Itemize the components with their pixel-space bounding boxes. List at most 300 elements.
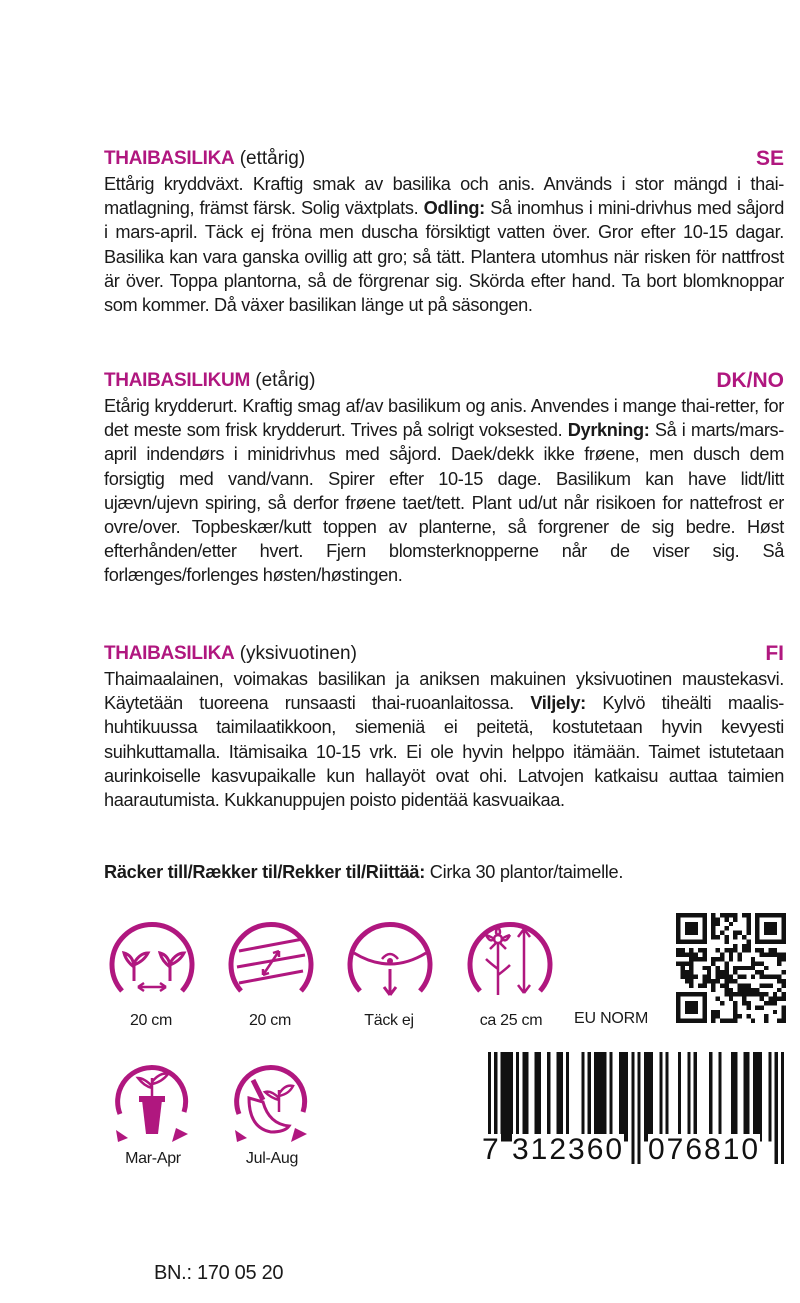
qr-module xyxy=(738,953,742,957)
section-title: THAIBASILIKA xyxy=(104,643,235,664)
qr-module xyxy=(738,931,742,935)
qr-module xyxy=(738,957,742,961)
qr-module xyxy=(742,983,746,987)
qr-module xyxy=(742,966,746,970)
qr-module xyxy=(685,975,689,979)
qr-module xyxy=(760,953,764,957)
barcode-bar xyxy=(566,1052,569,1142)
sowing-label: Mar-Apr xyxy=(125,1150,181,1167)
qr-module xyxy=(716,948,720,952)
qr-module xyxy=(773,1001,777,1005)
barcode-bar xyxy=(557,1052,560,1142)
qr-module xyxy=(768,1001,772,1005)
qr-module xyxy=(685,961,689,965)
qr-module xyxy=(711,983,715,987)
qr-module xyxy=(751,957,755,961)
qr-module xyxy=(720,1019,724,1023)
cultivation-label: Dyrkning: xyxy=(567,420,650,441)
qr-module xyxy=(707,970,711,974)
qr-module xyxy=(755,948,759,952)
qr-module xyxy=(782,983,786,987)
section-subtitle: (etårig) xyxy=(255,370,316,391)
barcode-bar xyxy=(510,1052,513,1142)
qr-module xyxy=(729,988,733,992)
qr-module xyxy=(733,979,737,983)
covers-line xyxy=(104,862,623,883)
barcode-bar xyxy=(644,1052,647,1142)
barcode-bar xyxy=(600,1052,603,1142)
section-title: THAIBASILIKUM xyxy=(104,370,250,391)
qr-module xyxy=(707,966,711,970)
barcode-bar xyxy=(756,1052,759,1142)
qr-module xyxy=(702,966,706,970)
qr-module xyxy=(711,961,715,965)
qr-module xyxy=(720,983,724,987)
qr-module xyxy=(742,975,746,979)
qr-code-graphic xyxy=(676,912,786,1024)
qr-module xyxy=(689,948,693,952)
qr-module xyxy=(777,975,781,979)
qr-module xyxy=(685,922,698,935)
qr-module xyxy=(738,1014,742,1018)
barcode-bar xyxy=(781,1052,784,1164)
qr-module xyxy=(716,975,720,979)
qr-module xyxy=(733,944,737,948)
qr-module xyxy=(716,1010,720,1014)
qr-module xyxy=(773,997,777,1001)
section-title: THAIBASILIKA xyxy=(104,148,235,169)
barcode-bar xyxy=(650,1052,653,1142)
qr-module xyxy=(711,1019,715,1023)
qr-module xyxy=(733,1019,737,1023)
qr-module xyxy=(724,926,728,930)
barcode-bar xyxy=(538,1052,541,1142)
barcode-bar xyxy=(694,1052,697,1142)
barcode-bar xyxy=(516,1052,519,1142)
qr-module xyxy=(755,961,759,965)
qr-module xyxy=(746,966,750,970)
qr-module xyxy=(746,1014,750,1018)
qr-module xyxy=(777,988,781,992)
qr-module xyxy=(720,931,724,935)
qr-module xyxy=(768,997,772,1001)
section-dk-no xyxy=(104,368,784,588)
qr-module xyxy=(689,979,693,983)
barcode-bar xyxy=(753,1052,756,1142)
qr-module xyxy=(729,922,733,926)
qr-module xyxy=(738,983,742,987)
qr-module xyxy=(694,975,698,979)
barcode-right-digits: 076810 xyxy=(648,1133,761,1166)
qr-module xyxy=(764,975,768,979)
qr-module xyxy=(764,1019,768,1023)
qr-module xyxy=(773,992,777,996)
qr-module xyxy=(676,913,707,917)
qr-module xyxy=(689,975,693,979)
qr-module xyxy=(729,979,733,983)
section-header xyxy=(104,641,784,667)
qr-module xyxy=(782,997,786,1001)
qr-module xyxy=(729,1019,733,1023)
qr-module xyxy=(680,953,684,957)
qr-module xyxy=(733,917,737,921)
qr-module xyxy=(777,953,781,957)
barcode-bar xyxy=(731,1052,734,1142)
section-text xyxy=(104,667,784,812)
qr-module xyxy=(733,970,737,974)
qr-module xyxy=(746,983,750,987)
qr-module xyxy=(760,1005,764,1009)
qr-module xyxy=(711,957,715,961)
qr-module xyxy=(702,913,706,944)
cultivation-label: Odling: xyxy=(423,198,485,219)
qr-module xyxy=(782,1010,786,1014)
qr-module xyxy=(676,913,680,944)
qr-module xyxy=(680,966,684,970)
qr-module xyxy=(685,953,689,957)
qr-module xyxy=(755,988,759,992)
qr-module xyxy=(760,948,764,952)
barcode-bar xyxy=(535,1052,538,1142)
qr-module xyxy=(773,948,777,952)
barcode-bar xyxy=(666,1052,669,1142)
row-spacing-label: 20 cm xyxy=(248,1012,292,1029)
qr-module xyxy=(716,957,720,961)
qr-module xyxy=(755,992,759,996)
qr-module xyxy=(746,917,750,921)
barcode-bar xyxy=(594,1052,597,1142)
harvest-label: Jul-Aug xyxy=(245,1150,299,1167)
qr-module xyxy=(751,961,755,965)
qr-module xyxy=(733,1001,737,1005)
plant-height-icon xyxy=(462,913,558,1009)
plant-spacing-label: 20 cm xyxy=(129,1012,173,1029)
qr-module xyxy=(729,948,733,952)
qr-module xyxy=(702,979,706,983)
qr-module xyxy=(764,953,768,957)
qr-module xyxy=(733,992,737,996)
covers-value: Cirka 30 plantor/taimelle. xyxy=(429,862,624,882)
qr-module xyxy=(711,926,715,930)
barcode-bar xyxy=(625,1052,628,1142)
qr-module xyxy=(680,970,684,974)
text-part: Så i marts/mars-april indendørs i minidrivhus med såjord. Daek/dekk ikke frøene, men dusch dem forsigtig med vand/vann. Spirer efter 10-15 dage. Basilikum kan have lidt/litt ujævn/ujevn spiring, så derfor frøene taet/tett. Plant ud/ut når risikoen for nattefrost er ovre/over. Topbeskær/kutt toppen av planterne, så forgrener de sig bedre. Høst efterhånden/etter hvert. Fjern blomsterknopperne når de viser sig. Så forlænges/forlenges høsten/høstingen. xyxy=(104,420,784,586)
qr-module xyxy=(755,939,786,943)
qr-module xyxy=(746,944,750,948)
barcode-left-digits: 312360 xyxy=(512,1133,625,1166)
qr-module xyxy=(676,1019,707,1023)
qr-module xyxy=(716,966,720,970)
qr-module xyxy=(685,1001,698,1014)
qr-module xyxy=(773,975,777,979)
qr-module xyxy=(724,983,728,987)
qr-module xyxy=(764,1014,768,1018)
qr-module xyxy=(711,935,715,939)
qr-module xyxy=(689,953,693,957)
barcode-bar xyxy=(597,1052,600,1142)
barcode-bar xyxy=(631,1052,634,1164)
barcode-bar xyxy=(709,1052,712,1142)
qr-module xyxy=(702,992,706,1023)
qr-module xyxy=(676,961,680,965)
barcode-first-digit: 7 xyxy=(482,1133,501,1166)
qr-module xyxy=(777,961,781,965)
qr-module xyxy=(711,917,715,921)
qr-module xyxy=(694,957,698,961)
text-part: Thaimaalainen, voimakas basilikan ja aniksen makuinen yksivuotinen maustekasvi. Käytetään tuoreena runsaasti thai-ruoanlaitossa. xyxy=(104,669,784,714)
qr-module xyxy=(746,913,750,917)
qr-module xyxy=(742,944,746,948)
plant-spacing-icon xyxy=(104,913,200,1009)
language-code: SE xyxy=(755,147,784,170)
barcode-bar xyxy=(747,1052,750,1142)
barcode-bar xyxy=(610,1052,613,1142)
qr-module xyxy=(711,922,715,926)
qr-module xyxy=(746,926,750,930)
qr-module xyxy=(676,992,707,996)
barcode-bar xyxy=(719,1052,722,1142)
section-text xyxy=(104,172,784,317)
text-part: Etårig krydderurt. Kraftig smag af/av basilikum og anis. Anvendes i mange thai-retter, for det meste som frisk krydderurt. Trives på solrigt voksested. xyxy=(104,396,784,441)
qr-module xyxy=(711,1014,715,1018)
barcode-bar xyxy=(560,1052,563,1142)
language-code: FI xyxy=(765,642,784,665)
qr-module xyxy=(773,953,777,957)
qr-module xyxy=(777,979,781,983)
qr-module xyxy=(698,983,702,987)
qr-module xyxy=(685,979,689,983)
section-subtitle: (ettårig) xyxy=(239,148,306,169)
qr-module xyxy=(729,975,733,979)
qr-module xyxy=(742,935,746,939)
text-part: Kylvö tiheälti maalis-huhtikuussa taimilaatikkoon, siemeniä ei peitetä, kostutetaan hyvin kevyesti suihkuttamalla. Itämisaika 10-15 vrk. Ei ole hyvin helppo itämään. Taimet istutetaan aurinkoiselle kasvupaikalle kun hallayöt ovat ohi. Latvojen katkaisu auttaa taimien haarautumista. Kukkanuppujen poisto pidentää kasvuaikaa. xyxy=(104,693,785,811)
qr-module xyxy=(782,970,786,974)
qr-module xyxy=(689,961,693,965)
qr-module xyxy=(760,970,764,974)
qr-module xyxy=(738,988,742,992)
qr-module xyxy=(733,966,737,970)
qr-module xyxy=(724,913,728,917)
qr-module xyxy=(707,979,711,983)
qr-module xyxy=(689,983,693,987)
qr-module xyxy=(711,979,715,983)
barcode-bar xyxy=(743,1052,746,1142)
qr-module xyxy=(733,913,737,917)
qr-module xyxy=(755,1005,759,1009)
qr-module xyxy=(729,992,733,996)
qr-module xyxy=(676,948,680,952)
qr-module xyxy=(702,975,706,979)
barcode-bar xyxy=(638,1052,641,1164)
barcode-bar xyxy=(659,1052,662,1142)
qr-module xyxy=(755,970,759,974)
sowing-icon xyxy=(104,1052,200,1148)
covers-label: Räcker till/Rækker til/Rekker til/Riittää: xyxy=(104,862,425,882)
text-part: Så inomhus i mini-drivhus med såjord i mars-april. Täck ej fröna men duscha försiktigt vatten över. Gror efter 10-15 dagar. Basilika kan vara ganska ovillig att gro; så tätt. Plantera utomhus när risken för nattfrost är över. Toppa plantorna, så de förgrenar sig. Skörda efter hand. Ta bort blomknoppar som kommer. Då växer basilikan länge ut på säsongen. xyxy=(104,198,785,316)
section-se xyxy=(104,146,784,317)
qr-module xyxy=(724,975,728,979)
qr-module xyxy=(698,957,702,961)
plant-height-label: ca 25 cm xyxy=(479,1012,543,1029)
qr-module xyxy=(746,931,750,935)
barcode-bar xyxy=(687,1052,690,1142)
barcode-bar xyxy=(647,1052,650,1142)
qr-module xyxy=(685,970,689,974)
section-header xyxy=(104,368,784,394)
qr-module xyxy=(760,983,764,987)
barcode-bar xyxy=(734,1052,737,1142)
qr-module xyxy=(720,975,724,979)
qr-module xyxy=(711,1010,715,1014)
qr-module xyxy=(773,1010,777,1014)
qr-module xyxy=(768,975,772,979)
qr-module xyxy=(746,1005,750,1009)
qr-code xyxy=(676,912,786,1024)
section-text xyxy=(104,394,784,588)
section-fi xyxy=(104,641,784,812)
qr-module xyxy=(729,997,733,1001)
qr-module xyxy=(716,970,720,974)
qr-module xyxy=(724,961,728,965)
qr-module xyxy=(760,997,764,1001)
cultivation-label: Viljely: xyxy=(530,693,586,714)
qr-module xyxy=(742,992,746,996)
qr-module xyxy=(764,983,768,987)
qr-module xyxy=(782,1019,786,1023)
barcode-bar xyxy=(768,1052,771,1142)
barcode-bar xyxy=(504,1052,507,1142)
qr-module xyxy=(724,948,728,952)
qr-module xyxy=(782,1014,786,1018)
cover-icon xyxy=(342,913,438,1009)
qr-module xyxy=(777,1019,781,1023)
qr-module xyxy=(733,931,737,935)
qr-module xyxy=(724,988,728,992)
qr-module xyxy=(724,935,728,939)
qr-module xyxy=(707,975,711,979)
qr-module xyxy=(746,992,750,996)
qr-module xyxy=(724,966,728,970)
qr-module xyxy=(716,997,720,1001)
qr-module xyxy=(764,1001,768,1005)
qr-module xyxy=(764,966,768,970)
barcode-bar xyxy=(603,1052,606,1142)
barcode-bar xyxy=(547,1052,550,1142)
qr-module xyxy=(764,922,777,935)
qr-module xyxy=(694,953,698,957)
qr-module xyxy=(702,948,706,952)
qr-module xyxy=(733,935,737,939)
qr-module xyxy=(724,979,728,983)
barcode-bar xyxy=(619,1052,622,1142)
qr-module xyxy=(760,992,764,996)
qr-module xyxy=(751,992,755,996)
qr-module xyxy=(742,988,746,992)
barcode-bar xyxy=(581,1052,584,1142)
barcode-bar xyxy=(759,1052,762,1142)
qr-module xyxy=(676,992,680,1023)
qr-module xyxy=(729,957,733,961)
qr-module xyxy=(764,992,768,996)
qr-module xyxy=(724,1019,728,1023)
qr-module xyxy=(716,935,720,939)
qr-module xyxy=(720,957,724,961)
barcode-bar xyxy=(507,1052,510,1142)
barcode-bar xyxy=(500,1052,503,1142)
qr-module xyxy=(755,913,786,917)
qr-module xyxy=(680,961,684,965)
qr-module xyxy=(738,966,742,970)
qr-module xyxy=(742,948,746,952)
qr-module xyxy=(746,948,750,952)
qr-module xyxy=(742,997,746,1001)
qr-module xyxy=(676,939,707,943)
qr-module xyxy=(751,1019,755,1023)
qr-module xyxy=(689,957,693,961)
qr-module xyxy=(782,957,786,961)
qr-module xyxy=(711,931,715,935)
qr-module xyxy=(733,948,737,952)
qr-module xyxy=(720,970,724,974)
qr-module xyxy=(782,953,786,957)
qr-module xyxy=(724,939,728,943)
qr-module xyxy=(676,953,680,957)
barcode-bar xyxy=(622,1052,625,1142)
qr-module xyxy=(760,961,764,965)
qr-module xyxy=(698,948,702,952)
qr-module xyxy=(782,992,786,996)
barcode-bar xyxy=(775,1052,778,1164)
qr-module xyxy=(768,948,772,952)
qr-module xyxy=(746,939,750,943)
barcode-bar xyxy=(678,1052,681,1142)
qr-module xyxy=(702,953,706,957)
qr-module xyxy=(751,966,755,970)
batch-number: BN.: 170 05 20 xyxy=(154,1262,284,1284)
qr-module xyxy=(760,975,764,979)
qr-module xyxy=(746,1001,750,1005)
qr-module xyxy=(724,970,728,974)
qr-module xyxy=(720,953,724,957)
qr-module xyxy=(777,957,781,961)
qr-module xyxy=(711,913,715,917)
qr-module xyxy=(689,966,693,970)
qr-module xyxy=(746,988,750,992)
qr-module xyxy=(742,1001,746,1005)
row-spacing-icon xyxy=(223,913,319,1009)
qr-module xyxy=(751,975,755,979)
qr-module xyxy=(733,1010,737,1014)
qr-module xyxy=(720,1001,724,1005)
cover-label: Täck ej xyxy=(364,1012,414,1029)
barcode-bar xyxy=(525,1052,528,1142)
qr-module xyxy=(782,913,786,944)
qr-module xyxy=(720,913,724,917)
qr-module xyxy=(738,975,742,979)
qr-module xyxy=(680,975,684,979)
qr-module xyxy=(716,979,720,983)
barcode-bar xyxy=(588,1052,591,1142)
qr-module xyxy=(751,988,755,992)
qr-module xyxy=(742,913,746,917)
qr-module xyxy=(729,953,733,957)
qr-module xyxy=(702,983,706,987)
qr-module xyxy=(768,953,772,957)
qr-module xyxy=(746,922,750,926)
qr-module xyxy=(729,913,733,917)
qr-module xyxy=(777,997,781,1001)
qr-module xyxy=(755,913,759,944)
